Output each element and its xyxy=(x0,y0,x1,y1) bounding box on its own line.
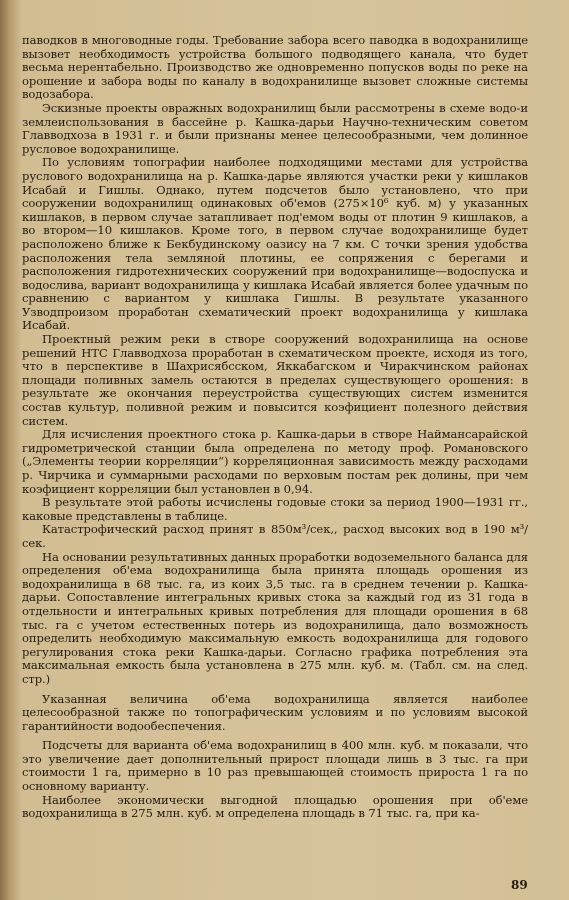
paragraph-11: Наиболее экономически выгодной площадью орошения при об'еме водохранилища в 275 млн. куб. м определена площадь в 71 тыс. га, при ка- xyxy=(22,792,528,821)
paragraph-1: паводков в многоводные годы. Требование забора всего паводка в водохранилище вызовет необходимость устройства большого подводящего канала, что будет весьма нерентабельно. Производство же одновременно попусков воды по реке на орошение и забора воды по каналу в водохранилище вызовет сложные системы водозабора. xyxy=(22,33,528,102)
paragraph-2: Эскизные проекты овражных водохранилищ были рассмотрены в схеме водо-и землеиспользования в бассейне р. Кашка-дарьи Научно-техническим советом Главводхоза в 1931 г. и были признаны менее целесообразными, чем долинное русловое водохранилище. xyxy=(22,100,528,156)
paragraph-8: На основании результативных данных проработки водоземельного баланса для определения об'ема водохранилища была принята площадь орошения из водохранилища в 68 тыс. га, из коих 3,5 тыс. га в среднем течении р. Кашка-дарьи. Сопоставление интегральных кривых стока за каждый год из 31 года в отдельности и интегральных кривых потребления для площади орошения в 68 тыс. га с учетом естественных потерь из водохранилища, дало возможность определить необходимую максимальную емкость водохранилища для годового регулирования стока реки Кашка-дарьи. Согласно графика потребления эта максимальная емкость была установлена в 275 млн. куб. м. (Табл. см. на след. стр.) xyxy=(22,549,528,686)
paragraph-5: Для исчисления проектного стока р. Кашка-дарьи в створе Наймансарайской гидрометрической станции была определена по методу проф. Романовского („Элементы теории корреляции“) корреляционная зависимость между расходами р. Чирчика и суммарными расходами по верховым постам рек долины, при чем коэфициент корреляции был установлен в 0,94. xyxy=(22,427,528,496)
paragraph-7: Катастрофический расход принят в 850м³/сек,, расход высоких вод в 190 м³/сек. xyxy=(22,522,528,550)
paragraph-4: Проектный режим реки в створе сооружений водохранилища на основе решений НТС Главводхоза проработан в схематическом проекте, исходя из того, что в перспективе в Шахрисябсском, Яккабагском и Чиракчинском районах площади поливных замель остаются в пределах существующего орошения: в результате же окончания переустройства существующих систем изменится состав культур, поливной режим и повысится коэфициент полезного действия систем. xyxy=(22,332,528,428)
paragraph-6: В результате этой работы исчислены годовые стоки за период 1900—1931 гг., каковые представлены в таблице. xyxy=(22,495,528,523)
paragraph-10: Подсчеты для варианта об'ема водохранилищ в 400 млн. куб. м показали, что это увеличение дает дополнительный прирост площади лишь в 3 тыс. га при стоимости 1 га, примерно в 10 раз превышающей стоимость прироста 1 га по основному варианту. xyxy=(22,738,528,794)
body-text xyxy=(22,34,528,821)
paragraph-9: Указанная величина об'ема водохранилища является наиболее целесообразной также по топографическим условиям и по условиям высокой гарантийности водообеспечения. xyxy=(22,691,528,733)
paragraph-3: По условиям топографии наиболее подходящими местами для устройства руслового водохранилища на р. Кашка-дарье являются участки реки у кишлаков Исабай и Гишлы. Однако, путем подсчетов было установлено, что при сооружении водохранилищ одинаковых об'емов (275×10⁶ куб. м) у указанных кишлаков, в первом случае затапливает под'емом воды от плотин 9 кишлаков, а во втором—10 кишлаков. Кроме того, в первом случае водохранилище будет расположено ближе к Бекбудинскому оазису на 7 км. С точки зрения удобства расположения тела земляной плотины, ее сопряжения с берегами и расположения гидротехнических сооружений при водохранилище—водоспуска и водослива, вариант водохранилища у кишлака Исабай является более удачным по сравнению с вариантом у кишлака Гишлы. В результате указанного Узводпроизом проработан схематический проект водохранилища у кишлака Исабай. xyxy=(22,155,528,333)
page-number: 89 xyxy=(511,878,528,892)
